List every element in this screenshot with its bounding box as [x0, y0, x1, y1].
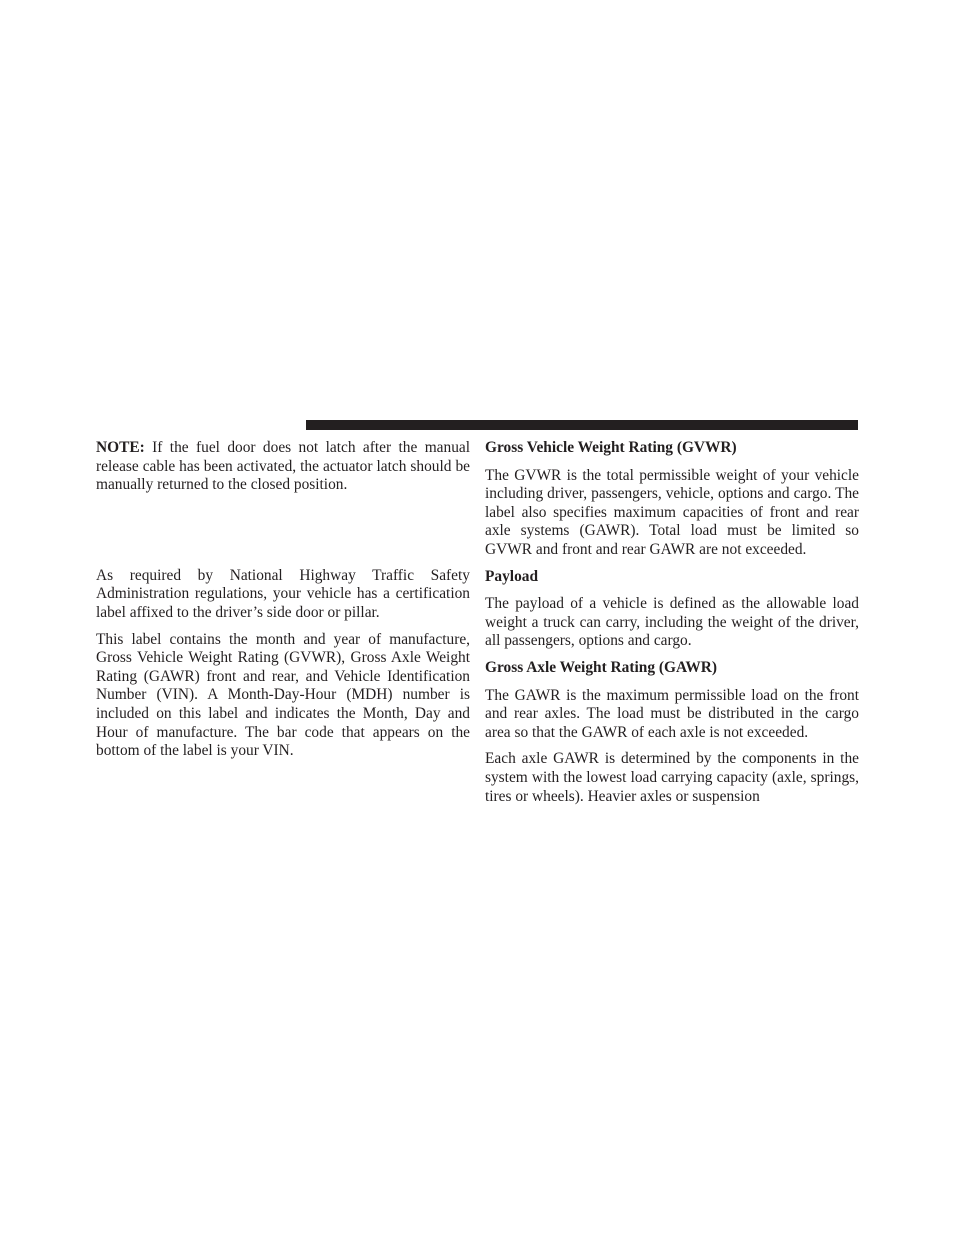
note-label: NOTE: — [96, 439, 145, 456]
axle-gawr-paragraph: Each axle GAWR is determined by the components in the system with the lowest load carrying capacity (axle, springs, tires or wheels). Heavier axles or suspension — [485, 750, 859, 805]
certification-label-intro: As required by National Highway Traffic Safety Administration regulations, your vehicle has a certification label affixed to the driver’s side door or pillar. — [96, 566, 470, 621]
gawr-paragraph: The GAWR is the maximum permissible load on the front and rear axles. The load must be distributed in the cargo area so that the GAWR of each axle is not exceeded. — [485, 686, 859, 741]
section-header-bar — [306, 420, 858, 430]
left-column — [96, 439, 470, 761]
note-text: If the fuel door does not latch after the manual release cable has been activated, the actuator latch should be manually returned to the closed position. — [96, 439, 470, 494]
payload-heading: Payload — [485, 567, 539, 585]
payload-paragraph: The payload of a vehicle is defined as the allowable load weight a truck can carry, including the weight of the driver, all passengers, options and cargo. — [485, 595, 859, 650]
certification-label-contents: This label contains the month and year of manufacture, Gross Vehicle Weight Rating (GVWR), Gross Axle Weight Rating (GAWR) front and rear, and Vehicle Identification Number (VIN). A Month-Day-Hour (MDH) number is included on this label and indicates the Month, Day and Hour of manufacture. The bar code that appears on the bottom of the label is your VIN. — [96, 630, 470, 760]
gvwr-paragraph: The GVWR is the total permissible weight of your vehicle including driver, passengers, vehicle, options and cargo. The label also specifies maximum capacities of front and rear axle systems (GAWR). Total load must be limited so GVWR and front and rear GAWR are not exceeded. — [485, 466, 859, 558]
right-column — [485, 439, 859, 806]
fuel-door-note — [96, 439, 470, 495]
gvwr-heading: Gross Vehicle Weight Rating (GVWR) — [485, 439, 737, 456]
gawr-heading: Gross Axle Weight Rating (GAWR) — [485, 658, 718, 676]
